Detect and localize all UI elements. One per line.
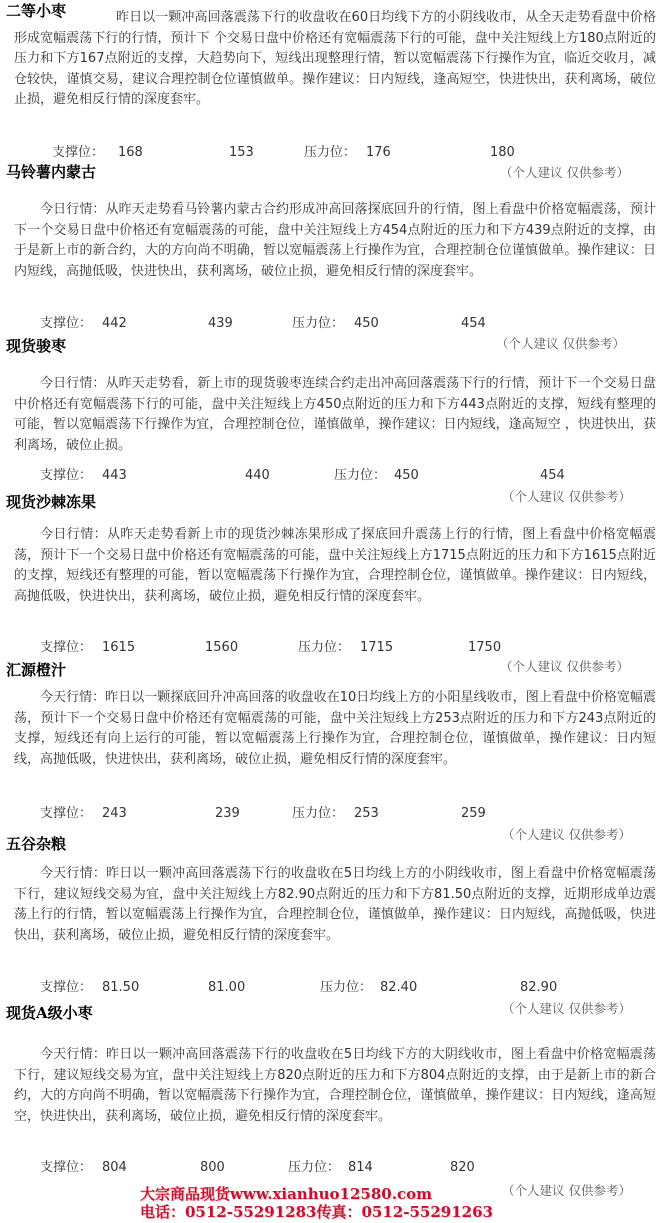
footer-website: 大宗商品现货www.xianhuo12580.com <box>140 1185 432 1203</box>
price-levels <box>0 1160 670 1176</box>
disclaimer-note: （个人建议 仅供参考） <box>496 336 625 351</box>
support-value: 168 <box>118 145 143 160</box>
analysis-paragraph: 今天行情：昨日以一颗冲高回落震荡下行的收盘收在5日均线下方的大阴线收市，图上看盘中价格宽幅震荡下行，建议短线交易为宜，盘中关注短线上方820点附近的压力和下方804点附近的支撑，由于是新上市的新合约，大的方向尚不明确，暂以宽幅震荡下行操作为宜，合理控制仓位，谨慎做单，操作建议：日内短线，逢高短空，快进快出，获利离场，破位止损，避免相反行情的深度套牢。 <box>14 1047 656 1124</box>
pressure-label: 压力位： <box>298 640 351 655</box>
pressure-label: 压力位： <box>320 980 373 995</box>
pressure-value: 176 <box>366 145 391 160</box>
disclaimer-note: （个人建议 仅供参考） <box>502 489 631 504</box>
pressure-value: 180 <box>490 145 515 160</box>
support-label: 支撑位： <box>40 640 93 655</box>
section-title: 马铃薯内蒙古 <box>6 163 97 181</box>
support-value: 804 <box>102 1160 127 1175</box>
pressure-value: 82.90 <box>520 980 558 995</box>
pressure-value: 450 <box>394 468 419 483</box>
support-label: 支撑位： <box>40 1160 93 1175</box>
section-title: 二等小枣 <box>6 2 67 20</box>
support-value: 443 <box>102 468 127 483</box>
support-value: 440 <box>245 468 270 483</box>
support-value: 81.00 <box>208 980 246 995</box>
price-levels <box>0 806 670 822</box>
pressure-label: 压力位： <box>292 806 345 821</box>
price-levels <box>0 468 670 484</box>
pressure-value: 454 <box>540 468 565 483</box>
section-title: 现货沙棘冻果 <box>6 493 97 511</box>
disclaimer-note: （个人建议 仅供参考） <box>502 1183 631 1198</box>
pressure-value: 1715 <box>360 640 394 655</box>
analysis-paragraph: 今日行情：从昨天走势看新上市的现货沙棘冻果形成了探底回升震荡上行的行情，图上看盘中价格宽幅震荡，预计下一个交易日盘中价格还有宽幅震荡的可能，盘中关注短线上方1715点附近的压力和下方1615点附近的支撑，短线还有整理的可能，暂以宽幅震荡下行操作为宜，合理控制仓位，谨慎做单。操作建议：日内短线，高抛低吸，快进快出，获利离场，破位止损，避免相反行情的深度套牢。 <box>14 527 656 604</box>
section-title: 现货A级小枣 <box>6 1004 93 1022</box>
pressure-value: 259 <box>461 806 486 821</box>
support-value: 442 <box>102 316 127 331</box>
disclaimer-note: （个人建议 仅供参考） <box>502 827 631 842</box>
support-label: 支撑位： <box>40 980 93 995</box>
analysis-paragraph: 今日行情：从昨天走势看，新上市的现货骏枣连续合约走出冲高回落震荡下行的行情，预计下一个交易日盘中价格还有宽幅震荡下行的可能，盘中关注短线上方450点附近的压力和下方443点附近的支撑，短线有整理的可能，暂以宽幅震荡下行操作为宜，合理控制仓位，谨慎做单，操作建议：日内短线，逢高短空 ，快进快出，获利离场，破位止损。 <box>14 376 656 453</box>
pressure-label: 压力位： <box>304 145 357 160</box>
pressure-label: 压力位： <box>292 316 345 331</box>
support-value: 439 <box>208 316 233 331</box>
pressure-value: 1750 <box>468 640 502 655</box>
pressure-value: 253 <box>354 806 379 821</box>
section-title: 现货骏枣 <box>6 337 67 355</box>
price-levels <box>0 316 670 332</box>
support-value: 81.50 <box>102 980 140 995</box>
support-value: 239 <box>215 806 240 821</box>
support-label: 支撑位： <box>40 316 93 331</box>
footer-contact: 电话：0512-55291283传真：0512-55291263 <box>140 1203 493 1221</box>
support-value: 1560 <box>205 640 239 655</box>
support-label: 支撑位： <box>40 806 93 821</box>
support-label: 支撑位： <box>52 145 105 160</box>
disclaimer-note: （个人建议 仅供参考） <box>500 659 629 674</box>
pressure-value: 450 <box>354 316 379 331</box>
section-title: 汇源橙汁 <box>6 661 67 679</box>
pressure-label: 压力位： <box>288 1160 341 1175</box>
support-value: 153 <box>229 145 254 160</box>
pressure-value: 454 <box>461 316 486 331</box>
pressure-value: 814 <box>348 1160 373 1175</box>
price-levels <box>0 145 670 161</box>
disclaimer-note: （个人建议 仅供参考） <box>502 1001 631 1016</box>
pressure-value: 82.40 <box>380 980 418 995</box>
price-levels <box>0 640 670 656</box>
support-value: 800 <box>200 1160 225 1175</box>
analysis-paragraph: 今日行情：从昨天走势看马铃薯内蒙古合约形成冲高回落探底回升的行情，图上看盘中价格宽幅震荡，预计下一个交易日盘中价格还有宽幅震荡的可能，盘中关注短线上方454点附近的压力和下方439点附近的支撑，由于是新上市的新合约，大的方向尚不明确，暂以宽幅震荡上行操作为宜，合理控制仓位谨慎做单。操作建议：日内短线，高抛低吸，快进快出，获利离场，破位止损，避免相反行情的深度套牢。 <box>14 202 656 279</box>
support-value: 243 <box>102 806 127 821</box>
analysis-paragraph: 昨日以一颗冲高回落震荡下行的收盘收在60日均线下方的小阴线收市，从全天走势看盘中价格形成宽幅震荡下行的行情，预计下 个交易日盘中价格还有宽幅震荡下行的可能，盘中关注短线上方180点附近的压力和下方167点附近的支撑，大趋势向下，短线出现整理行情，暂以宽幅震荡下行操作为宜，临近交收月，减仓较快，谨慎交易，建议合理控制仓位谨慎做单。操作建议：日内短线，逢高短空，快进快出，获利离场，破位止损，避免相反行情的深度套牢。 <box>14 10 656 107</box>
price-levels <box>0 980 670 996</box>
disclaimer-note: （个人建议 仅供参考） <box>500 165 629 180</box>
support-value: 1615 <box>102 640 136 655</box>
section-title: 五谷杂粮 <box>6 835 67 853</box>
pressure-label: 压力位： <box>334 468 387 483</box>
support-label: 支撑位： <box>40 468 93 483</box>
analysis-paragraph: 今天行情：昨日以一颗冲高回落震荡下行的收盘收在5日均线上方的小阴线收市，图上看盘中价格宽幅震荡下行，建议短线交易为宜，盘中关注短线上方82.90点附近的压力和下方81.50点附近的支撑，近期形成单边震荡上行的行情，暂以宽幅震荡上行操作为宜，合理控制仓位，谨慎做单，操作建议：日内短线，高抛低吸，快进快出，获利离场，破位止损，避免相反行情的深度套牢。 <box>14 866 656 943</box>
pressure-value: 820 <box>450 1160 475 1175</box>
analysis-paragraph: 今天行情：昨日以一颗探底回升冲高回落的收盘收在10日均线上方的小阳星线收市，图上看盘中价格宽幅震荡，预计下一个交易日盘中价格还有宽幅震荡的可能，盘中关注短线上方253点附近的压力和下方243点附近的支撑，短线还有向上运行的可能，暂以宽幅震荡上行操作为宜，合理控制仓位，谨慎做单，操作建议：日内短线，高抛低吸，快进快出，获利离场，破位止损，避免相反行情的深度套牢。 <box>14 690 656 767</box>
